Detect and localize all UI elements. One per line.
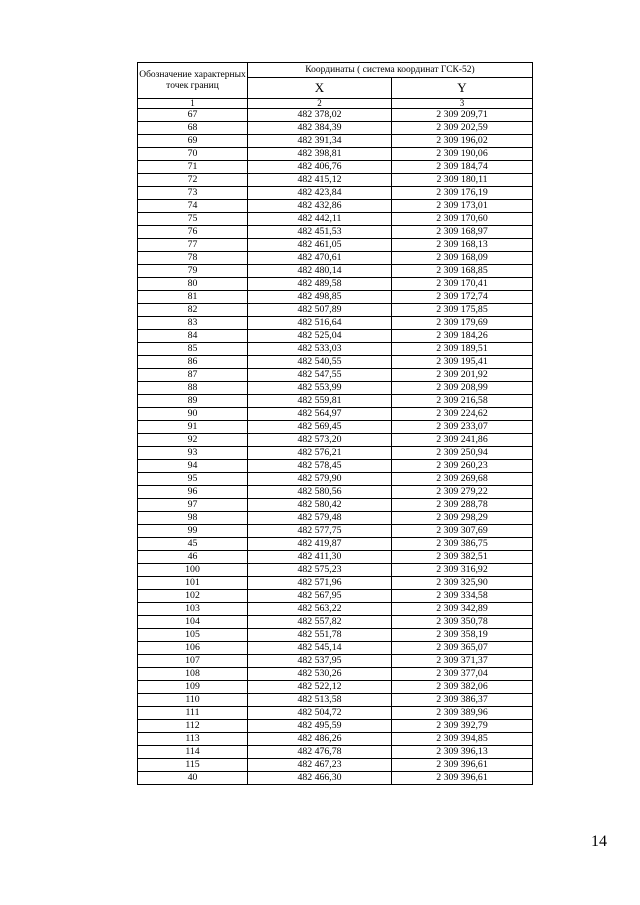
table-row xyxy=(138,122,533,135)
table-row xyxy=(138,356,533,369)
x-coordinate-cell: 482 577,75 xyxy=(248,525,392,538)
y-coordinate-cell: 2 309 396,61 xyxy=(392,772,533,785)
x-coordinate-cell: 482 507,89 xyxy=(248,304,392,317)
x-coordinate-cell: 482 579,90 xyxy=(248,473,392,486)
table-row xyxy=(138,278,533,291)
x-coordinate-cell: 482 432,86 xyxy=(248,200,392,213)
x-coordinate-cell: 482 384,39 xyxy=(248,122,392,135)
x-coordinate-cell: 482 419,87 xyxy=(248,538,392,551)
point-id-cell: 68 xyxy=(138,122,248,135)
y-coordinate-cell: 2 309 334,58 xyxy=(392,590,533,603)
x-coordinate-cell: 482 442,11 xyxy=(248,213,392,226)
x-coordinate-cell: 482 451,53 xyxy=(248,226,392,239)
point-id-cell: 84 xyxy=(138,330,248,343)
column-number-3: 3 xyxy=(392,99,533,109)
table-row xyxy=(138,564,533,577)
table-row xyxy=(138,317,533,330)
x-coordinate-cell: 482 533,03 xyxy=(248,343,392,356)
y-coordinate-cell: 2 309 208,99 xyxy=(392,382,533,395)
point-id-cell: 108 xyxy=(138,668,248,681)
x-coordinate-cell: 482 415,12 xyxy=(248,174,392,187)
point-id-cell: 99 xyxy=(138,525,248,538)
table-row xyxy=(138,395,533,408)
x-coordinate-cell: 482 486,26 xyxy=(248,733,392,746)
point-id-cell: 101 xyxy=(138,577,248,590)
point-id-cell: 97 xyxy=(138,499,248,512)
y-coordinate-cell: 2 309 396,13 xyxy=(392,746,533,759)
y-header: Y xyxy=(392,78,533,99)
table-row xyxy=(138,447,533,460)
table-row xyxy=(138,174,533,187)
y-coordinate-cell: 2 309 394,85 xyxy=(392,733,533,746)
table-row xyxy=(138,148,533,161)
table-row xyxy=(138,434,533,447)
table-row xyxy=(138,733,533,746)
y-coordinate-cell: 2 309 224,62 xyxy=(392,408,533,421)
table-row xyxy=(138,473,533,486)
y-coordinate-cell: 2 309 233,07 xyxy=(392,421,533,434)
point-id-cell: 40 xyxy=(138,772,248,785)
x-coordinate-cell: 482 476,78 xyxy=(248,746,392,759)
y-coordinate-cell: 2 309 396,61 xyxy=(392,759,533,772)
x-coordinate-cell: 482 579,48 xyxy=(248,512,392,525)
table-row xyxy=(138,629,533,642)
y-coordinate-cell: 2 309 350,78 xyxy=(392,616,533,629)
table-row xyxy=(138,720,533,733)
point-id-cell: 85 xyxy=(138,343,248,356)
y-coordinate-cell: 2 309 195,41 xyxy=(392,356,533,369)
table-row xyxy=(138,772,533,785)
coordinates-table xyxy=(137,62,533,785)
point-id-cell: 107 xyxy=(138,655,248,668)
y-coordinate-cell: 2 309 392,79 xyxy=(392,720,533,733)
y-coordinate-cell: 2 309 358,19 xyxy=(392,629,533,642)
point-id-cell: 80 xyxy=(138,278,248,291)
point-id-cell: 75 xyxy=(138,213,248,226)
y-coordinate-cell: 2 309 175,85 xyxy=(392,304,533,317)
y-coordinate-cell: 2 309 382,51 xyxy=(392,551,533,564)
column-number-1: 1 xyxy=(138,99,248,109)
y-coordinate-cell: 2 309 325,90 xyxy=(392,577,533,590)
y-coordinate-cell: 2 309 288,78 xyxy=(392,499,533,512)
point-id-cell: 81 xyxy=(138,291,248,304)
x-coordinate-cell: 482 571,96 xyxy=(248,577,392,590)
x-coordinate-cell: 482 576,21 xyxy=(248,447,392,460)
table-row xyxy=(138,538,533,551)
point-id-cell: 114 xyxy=(138,746,248,759)
point-id-cell: 71 xyxy=(138,161,248,174)
x-coordinate-cell: 482 575,23 xyxy=(248,564,392,577)
x-coordinate-cell: 482 525,04 xyxy=(248,330,392,343)
table-row xyxy=(138,382,533,395)
x-coordinate-cell: 482 580,42 xyxy=(248,499,392,512)
point-id-cell: 69 xyxy=(138,135,248,148)
table-row xyxy=(138,707,533,720)
y-coordinate-cell: 2 309 209,71 xyxy=(392,109,533,122)
table-row xyxy=(138,512,533,525)
designation-header: Обозначение характерных точек границ xyxy=(138,63,248,99)
x-coordinate-cell: 482 504,72 xyxy=(248,707,392,720)
point-id-cell: 102 xyxy=(138,590,248,603)
y-coordinate-cell: 2 309 184,26 xyxy=(392,330,533,343)
table-row xyxy=(138,252,533,265)
point-id-cell: 89 xyxy=(138,395,248,408)
point-id-cell: 82 xyxy=(138,304,248,317)
y-coordinate-cell: 2 309 168,85 xyxy=(392,265,533,278)
y-coordinate-cell: 2 309 202,59 xyxy=(392,122,533,135)
x-coordinate-cell: 482 559,81 xyxy=(248,395,392,408)
table-row xyxy=(138,499,533,512)
table-row xyxy=(138,330,533,343)
y-coordinate-cell: 2 309 173,01 xyxy=(392,200,533,213)
y-coordinate-cell: 2 309 316,92 xyxy=(392,564,533,577)
y-coordinate-cell: 2 309 377,04 xyxy=(392,668,533,681)
x-coordinate-cell: 482 480,14 xyxy=(248,265,392,278)
x-coordinate-cell: 482 573,20 xyxy=(248,434,392,447)
point-id-cell: 83 xyxy=(138,317,248,330)
table-row xyxy=(138,577,533,590)
y-coordinate-cell: 2 309 184,74 xyxy=(392,161,533,174)
y-coordinate-cell: 2 309 170,41 xyxy=(392,278,533,291)
point-id-cell: 79 xyxy=(138,265,248,278)
x-coordinate-cell: 482 557,82 xyxy=(248,616,392,629)
y-coordinate-cell: 2 309 386,75 xyxy=(392,538,533,551)
y-coordinate-cell: 2 309 386,37 xyxy=(392,694,533,707)
table-row xyxy=(138,265,533,278)
x-coordinate-cell: 482 553,99 xyxy=(248,382,392,395)
point-id-cell: 115 xyxy=(138,759,248,772)
y-coordinate-cell: 2 309 279,22 xyxy=(392,486,533,499)
y-coordinate-cell: 2 309 179,69 xyxy=(392,317,533,330)
x-coordinate-cell: 482 530,26 xyxy=(248,668,392,681)
y-coordinate-cell: 2 309 382,06 xyxy=(392,681,533,694)
point-id-cell: 45 xyxy=(138,538,248,551)
table-row xyxy=(138,616,533,629)
x-coordinate-cell: 482 461,05 xyxy=(248,239,392,252)
x-coordinate-cell: 482 470,61 xyxy=(248,252,392,265)
y-coordinate-cell: 2 309 241,86 xyxy=(392,434,533,447)
point-id-cell: 88 xyxy=(138,382,248,395)
table-row xyxy=(138,343,533,356)
x-coordinate-cell: 482 563,22 xyxy=(248,603,392,616)
y-coordinate-cell: 2 309 298,29 xyxy=(392,512,533,525)
x-coordinate-cell: 482 567,95 xyxy=(248,590,392,603)
x-coordinate-cell: 482 516,64 xyxy=(248,317,392,330)
y-coordinate-cell: 2 309 168,97 xyxy=(392,226,533,239)
y-coordinate-cell: 2 309 216,58 xyxy=(392,395,533,408)
point-id-cell: 73 xyxy=(138,187,248,200)
y-coordinate-cell: 2 309 180,11 xyxy=(392,174,533,187)
table-body xyxy=(138,109,533,785)
y-coordinate-cell: 2 309 168,09 xyxy=(392,252,533,265)
table-row xyxy=(138,486,533,499)
table-row xyxy=(138,109,533,122)
x-coordinate-cell: 482 578,45 xyxy=(248,460,392,473)
table-row xyxy=(138,694,533,707)
point-id-cell: 93 xyxy=(138,447,248,460)
x-coordinate-cell: 482 513,58 xyxy=(248,694,392,707)
point-id-cell: 78 xyxy=(138,252,248,265)
table-row xyxy=(138,421,533,434)
y-coordinate-cell: 2 309 389,96 xyxy=(392,707,533,720)
point-id-cell: 106 xyxy=(138,642,248,655)
point-id-cell: 46 xyxy=(138,551,248,564)
point-id-cell: 111 xyxy=(138,707,248,720)
table-row xyxy=(138,460,533,473)
point-id-cell: 96 xyxy=(138,486,248,499)
point-id-cell: 70 xyxy=(138,148,248,161)
x-coordinate-cell: 482 406,76 xyxy=(248,161,392,174)
x-coordinate-cell: 482 569,45 xyxy=(248,421,392,434)
table-row xyxy=(138,551,533,564)
x-coordinate-cell: 482 537,95 xyxy=(248,655,392,668)
table-row xyxy=(138,681,533,694)
table-row xyxy=(138,161,533,174)
point-id-cell: 95 xyxy=(138,473,248,486)
table-row xyxy=(138,746,533,759)
x-coordinate-cell: 482 498,85 xyxy=(248,291,392,304)
x-header: X xyxy=(248,78,392,99)
y-coordinate-cell: 2 309 170,60 xyxy=(392,213,533,226)
table-row xyxy=(138,187,533,200)
y-coordinate-cell: 2 309 307,69 xyxy=(392,525,533,538)
column-number-2: 2 xyxy=(248,99,392,109)
x-coordinate-cell: 482 545,14 xyxy=(248,642,392,655)
x-coordinate-cell: 482 495,59 xyxy=(248,720,392,733)
point-id-cell: 77 xyxy=(138,239,248,252)
table-row xyxy=(138,590,533,603)
y-coordinate-cell: 2 309 342,89 xyxy=(392,603,533,616)
point-id-cell: 74 xyxy=(138,200,248,213)
x-coordinate-cell: 482 540,55 xyxy=(248,356,392,369)
point-id-cell: 76 xyxy=(138,226,248,239)
x-coordinate-cell: 482 466,30 xyxy=(248,772,392,785)
point-id-cell: 112 xyxy=(138,720,248,733)
table-row xyxy=(138,239,533,252)
y-coordinate-cell: 2 309 176,19 xyxy=(392,187,533,200)
y-coordinate-cell: 2 309 189,51 xyxy=(392,343,533,356)
x-coordinate-cell: 482 398,81 xyxy=(248,148,392,161)
table-row xyxy=(138,369,533,382)
x-coordinate-cell: 482 378,02 xyxy=(248,109,392,122)
point-id-cell: 105 xyxy=(138,629,248,642)
y-coordinate-cell: 2 309 365,07 xyxy=(392,642,533,655)
x-coordinate-cell: 482 522,12 xyxy=(248,681,392,694)
table-row xyxy=(138,525,533,538)
table-row xyxy=(138,655,533,668)
x-coordinate-cell: 482 551,78 xyxy=(248,629,392,642)
point-id-cell: 86 xyxy=(138,356,248,369)
coordinates-header: Координаты ( система координат ГСК-52) xyxy=(248,63,533,78)
point-id-cell: 109 xyxy=(138,681,248,694)
point-id-cell: 103 xyxy=(138,603,248,616)
x-coordinate-cell: 482 489,58 xyxy=(248,278,392,291)
table-row xyxy=(138,135,533,148)
y-coordinate-cell: 2 309 260,23 xyxy=(392,460,533,473)
y-coordinate-cell: 2 309 196,02 xyxy=(392,135,533,148)
point-id-cell: 92 xyxy=(138,434,248,447)
point-id-cell: 90 xyxy=(138,408,248,421)
point-id-cell: 72 xyxy=(138,174,248,187)
table-row xyxy=(138,408,533,421)
y-coordinate-cell: 2 309 269,68 xyxy=(392,473,533,486)
table-row xyxy=(138,603,533,616)
point-id-cell: 91 xyxy=(138,421,248,434)
table-row xyxy=(138,304,533,317)
x-coordinate-cell: 482 547,55 xyxy=(248,369,392,382)
page-number: 14 xyxy=(591,833,607,850)
table-row xyxy=(138,213,533,226)
point-id-cell: 110 xyxy=(138,694,248,707)
table-row xyxy=(138,291,533,304)
point-id-cell: 104 xyxy=(138,616,248,629)
table-row xyxy=(138,668,533,681)
point-id-cell: 67 xyxy=(138,109,248,122)
point-id-cell: 87 xyxy=(138,369,248,382)
x-coordinate-cell: 482 467,23 xyxy=(248,759,392,772)
point-id-cell: 98 xyxy=(138,512,248,525)
y-coordinate-cell: 2 309 168,13 xyxy=(392,239,533,252)
point-id-cell: 113 xyxy=(138,733,248,746)
x-coordinate-cell: 482 564,97 xyxy=(248,408,392,421)
y-coordinate-cell: 2 309 190,06 xyxy=(392,148,533,161)
table-row xyxy=(138,200,533,213)
y-coordinate-cell: 2 309 371,37 xyxy=(392,655,533,668)
table-row xyxy=(138,642,533,655)
x-coordinate-cell: 482 580,56 xyxy=(248,486,392,499)
x-coordinate-cell: 482 411,30 xyxy=(248,551,392,564)
y-coordinate-cell: 2 309 172,74 xyxy=(392,291,533,304)
x-coordinate-cell: 482 391,34 xyxy=(248,135,392,148)
table-row xyxy=(138,759,533,772)
point-id-cell: 100 xyxy=(138,564,248,577)
table-row xyxy=(138,226,533,239)
point-id-cell: 94 xyxy=(138,460,248,473)
y-coordinate-cell: 2 309 201,92 xyxy=(392,369,533,382)
y-coordinate-cell: 2 309 250,94 xyxy=(392,447,533,460)
x-coordinate-cell: 482 423,84 xyxy=(248,187,392,200)
